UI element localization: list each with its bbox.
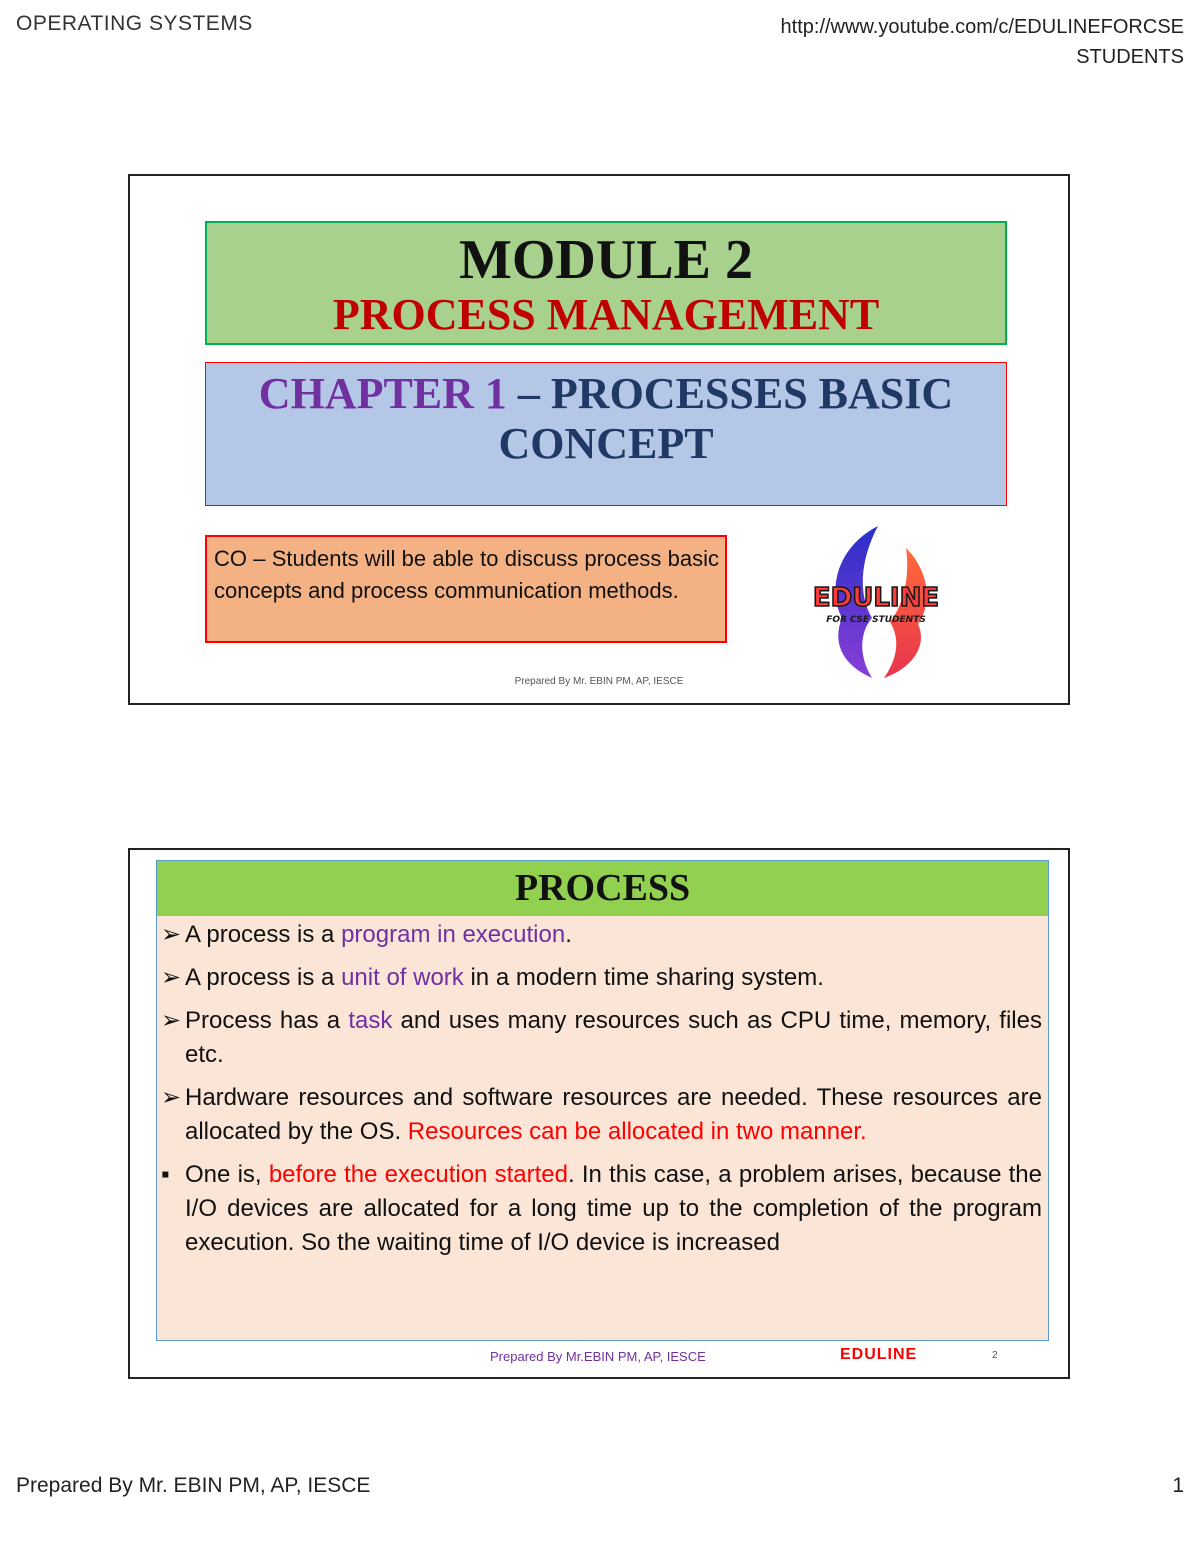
header-url-line2: STUDENTS (1076, 46, 1184, 68)
logo-subtext: FOR CSE STUDENTS (826, 615, 926, 625)
slide2-brand: EDULINE (840, 1346, 918, 1363)
chapter-name: – PROCESSES BASIC CONCEPT (498, 369, 954, 468)
square-bullet-icon: ▪ (161, 1161, 170, 1188)
logo-text: EDULINE (812, 583, 940, 613)
point-hardware-software: ➢ Hardware resources and software resources are needed. These resources are allocated by the OS. Resources can be allocated in two manner. (161, 1081, 1042, 1149)
point-program-in-execution: ➢ A process is a program in execution. (161, 918, 1042, 952)
process-title: PROCESS (157, 861, 1048, 916)
footer-prepared-by: Prepared By Mr. EBIN PM, AP, IESCE (16, 1474, 371, 1497)
point-task-resources: ➢ Process has a task and uses many resources such as CPU time, memory, files etc. (161, 1004, 1042, 1072)
footer-page-number: 1 (1172, 1474, 1184, 1497)
module-title-box (205, 221, 1007, 345)
arrow-bullet-icon: ➢ (161, 1007, 182, 1034)
chapter-title (206, 369, 1006, 469)
header-course-title: OPERATING SYSTEMS (16, 12, 253, 35)
process-content-box (156, 860, 1049, 1341)
arrow-bullet-icon: ➢ (161, 1084, 182, 1111)
arrow-bullet-icon: ➢ (161, 921, 182, 948)
slide-1 (128, 174, 1070, 705)
header-youtube-url (781, 12, 1184, 72)
slide2-page-number: 2 (992, 1350, 998, 1361)
process-points (157, 918, 1048, 1260)
slide-2 (128, 848, 1070, 1379)
course-outcome-box: CO – Students will be able to discuss process basic concepts and process communication methods. (205, 535, 727, 643)
module-title: MODULE 2 (459, 229, 753, 291)
module-subtitle: PROCESS MANAGEMENT (332, 290, 880, 339)
chapter-box (205, 362, 1007, 506)
arrow-bullet-icon: ➢ (161, 964, 182, 991)
point-unit-of-work: ➢ A process is a unit of work in a modern time sharing system. (161, 961, 1042, 995)
slide1-prepared-by: Prepared By Mr. EBIN PM, AP, IESCE (514, 676, 684, 687)
chapter-number: CHAPTER 1 (258, 369, 507, 418)
slide2-prepared-by: Prepared By Mr.EBIN PM, AP, IESCE (490, 1349, 706, 1364)
header-url-line1: http://www.youtube.com/c/EDULINEFORCSE (780, 16, 1184, 38)
point-before-execution: ▪ One is, before the execution started. In this case, a problem arises, because the I/O devices are allocated for a long time up to the completion of the program execution. So the waiting time of I/O device is increased (161, 1158, 1042, 1260)
eduline-logo (780, 520, 970, 680)
